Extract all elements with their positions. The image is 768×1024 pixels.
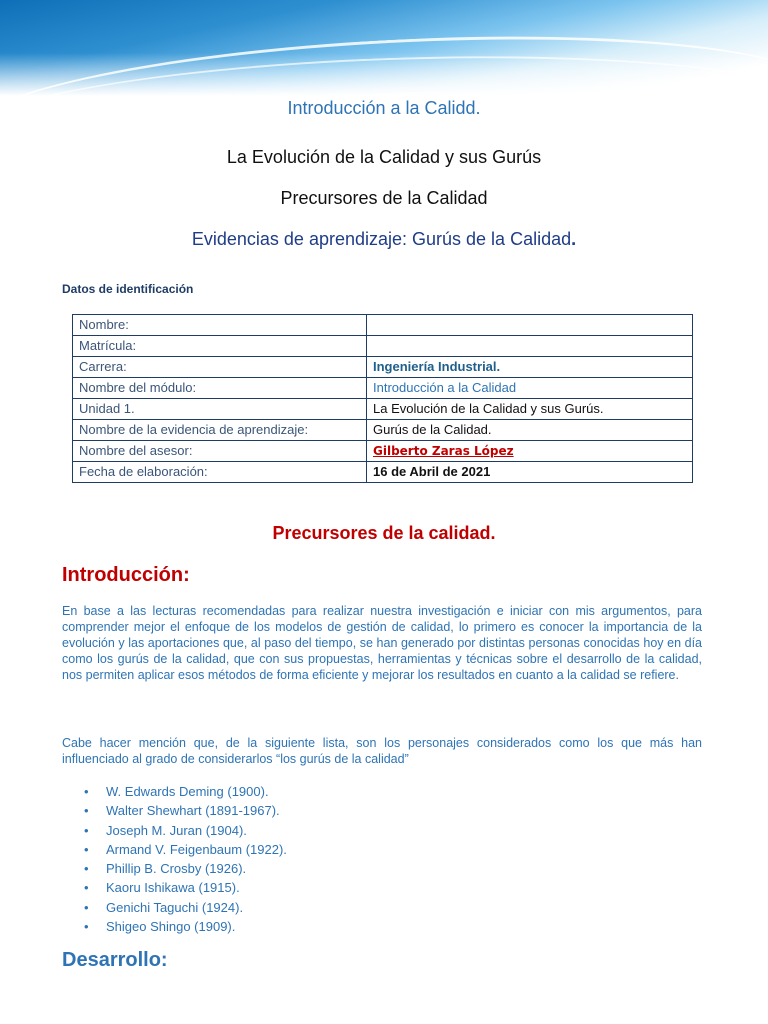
row-label: Fecha de elaboración: (73, 462, 367, 483)
row-value: Introducción a la Calidad (367, 378, 693, 399)
list-item: • W. Edwards Deming (1900). (106, 782, 287, 801)
intro-paragraph: En base a las lecturas recomendadas para realizar nuestra investigación e iniciar con mis argumentos, para comprender mejor el enfoque de los modelos de gestión de calidad, lo primero es conocer la importancia de la evolución y las aportaciones que, al paso del tiempo, se han generado por distintas personas conocidas hoy en día como los gurús de la calidad, que con sus propuestas, herramientas y técnicas sobre el desarrollo de la calidad, nos permiten aplicar esos métodos de forma eficiente y mejorar los resultados en cuanto a la calidad se refiere. (62, 604, 702, 682)
row-label: Nombre: (73, 315, 367, 336)
list-item: • Shigeo Shingo (1909). (106, 917, 287, 936)
evidence-title-text: Evidencias de aprendizaje: Gurús de la Calidad (191, 229, 572, 249)
row-value: Gurús de la Calidad. (367, 420, 693, 441)
list-item: • Kaoru Ishikawa (1915). (106, 878, 287, 897)
list-item: • Phillip B. Crosby (1926). (106, 859, 287, 878)
evidence-title-period: . (571, 229, 577, 249)
list-intro-paragraph: Cabe hacer mención que, de la siguiente lista, son los personajes considerados como los que más han influenciado al grado de considerarlos “los gurús de la calidad” (62, 736, 702, 766)
table-row (73, 378, 693, 399)
row-label: Carrera: (73, 357, 367, 378)
row-value (367, 315, 693, 336)
topic-title: Precursores de la Calidad (280, 188, 488, 208)
evidence-title (0, 229, 768, 250)
row-value (367, 336, 693, 357)
table-row (73, 399, 693, 420)
table-row (73, 336, 693, 357)
identification-table (72, 314, 693, 483)
row-value: Gilberto Zaras López (367, 441, 693, 462)
row-label: Matrícula: (73, 336, 367, 357)
row-label: Nombre del asesor: (73, 441, 367, 462)
table-row (73, 441, 693, 462)
list-item: • Armand V. Feigenbaum (1922). (106, 840, 287, 859)
section-title: Precursores de la calidad. (272, 523, 496, 543)
table-row (73, 462, 693, 483)
list-item: • Genichi Taguchi (1924). (106, 898, 287, 917)
row-label: Nombre del módulo: (73, 378, 367, 399)
course-title: Introducción a la Calidd. (287, 98, 481, 118)
row-value: 16 de Abril de 2021 (367, 462, 693, 483)
identification-heading: Datos de identificación (62, 282, 194, 296)
row-label: Unidad 1. (73, 399, 367, 420)
row-value: Ingeniería Industrial. (367, 357, 693, 378)
table-row (73, 420, 693, 441)
list-item: • Joseph M. Juran (1904). (106, 821, 287, 840)
header-banner (0, 0, 768, 96)
list-item: • Walter Shewhart (1891-1967). (106, 801, 287, 820)
row-value: La Evolución de la Calidad y sus Gurús. (367, 399, 693, 420)
intro-heading: Introducción: (62, 564, 190, 586)
table-row (73, 315, 693, 336)
development-heading: Desarrollo: (62, 949, 168, 971)
gurus-list (62, 782, 287, 936)
row-label: Nombre de la evidencia de aprendizaje: (73, 420, 367, 441)
unit-title: La Evolución de la Calidad y sus Gurús (226, 147, 542, 167)
table-row (73, 357, 693, 378)
